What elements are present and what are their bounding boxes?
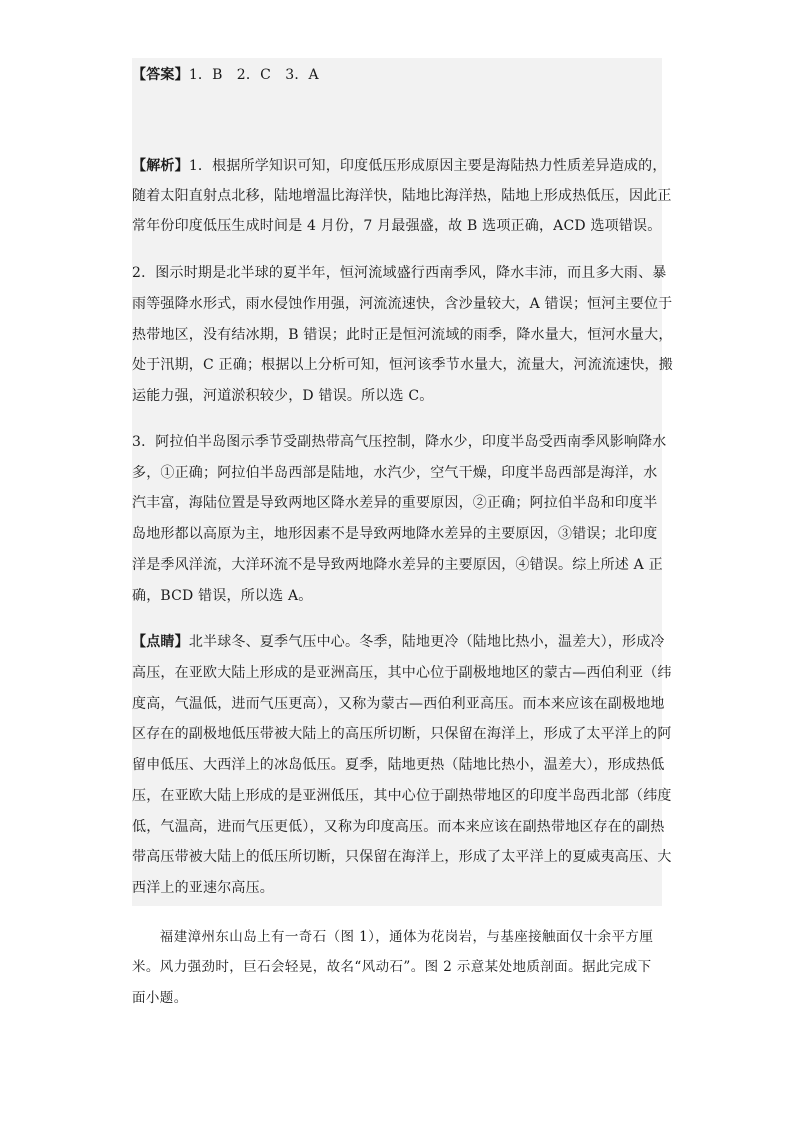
- q2-line-1: 2．图示时期是北半球的夏半年，恒河流域盛行西南季风，降水丰沛，而且多大雨、暴: [132, 265, 667, 281]
- q2-line-3: 热带地区，没有结冰期，B 错误；此时正是恒河流域的雨季，降水量大，恒河水量大，: [132, 327, 673, 343]
- analysis-text-1: 1．根据所学知识可知，印度低压形成原因主要是海陆热力性质差异造成的，: [188, 158, 667, 174]
- answer-label: 【答案】: [132, 67, 189, 83]
- q3-line-6: 确，BCD 错误，所以选 A。: [132, 588, 313, 604]
- passage-line-1: 福建漳州东山岛上有一奇石（图 1），通体为花岗岩，与基座接触面仅十余平方厘: [132, 929, 654, 945]
- tip-line-5: 留申低压、大西洋上的冰岛低压。夏季，陆地更热（陆地比热小，温差大），形成热低: [132, 757, 665, 773]
- q3-line-4: 岛地形都以高原为主，地形因素不是导致两地降水差异的主要原因，③错误；北印度: [132, 526, 658, 542]
- q3-line-5: 洋是季风洋流，大洋环流不是导致两地降水差异的主要原因，④错误。综上所述 A 正: [132, 557, 663, 573]
- tip-line-1: [132, 632, 665, 652]
- q3-line-2: 多，①正确；阿拉伯半岛西部是陆地，水汽少，空气干燥，印度半岛西部是海洋，水: [132, 465, 658, 481]
- answer-text: 1．B 2．C 3．A: [188, 67, 319, 83]
- passage-line-3: 面小题。: [132, 990, 188, 1006]
- tip-line-7: 低，气温高，进而气压更低），又称为印度高压。而本来应该在副热带地区存在的副热: [132, 819, 665, 835]
- answer-line: [132, 65, 662, 85]
- analysis-label: 【解析】: [132, 158, 189, 174]
- tip-label: 【点睛】: [132, 634, 189, 650]
- q3-line-3: 汽丰富，海陆位置是导致两地区降水差异的重要原因，②正确；阿拉伯半岛和印度半: [132, 495, 658, 511]
- analysis-line-1: [132, 156, 667, 176]
- q2-line-2: 雨等强降水形式，雨水侵蚀作用强，河流流速快，含沙量较大，A 错误；恒河主要位于: [132, 296, 673, 312]
- tip-line-6: 压，在亚欧大陆上形成的是亚洲低压，其中心位于副热带地区的印度半岛西北部（纬度: [132, 788, 672, 804]
- passage-line-2: 米。风力强劲时，巨石会轻晃，故名“风动石”。图 2 示意某处地质剖面。据此完成下: [132, 959, 652, 975]
- tip-line-2: 高压，在亚欧大陆上形成的是亚洲高压，其中心位于副极地地区的蒙古—西伯利亚（纬: [132, 665, 672, 681]
- q2-line-5: 运能力强，河道淤积较少，D 错误。所以选 C。: [132, 388, 434, 404]
- tip-line-8: 带高压带被大陆上的低压所切断，只保留在海洋上，形成了太平洋上的夏威夷高压、大: [132, 849, 672, 865]
- tip-line-9: 西洋上的亚速尔高压。: [132, 880, 274, 896]
- q3-line-1: 3．阿拉伯半岛图示季节受副热带高气压控制，降水少，印度半岛受西南季风影响降水: [132, 434, 667, 450]
- analysis-line-2: 随着太阳直射点北移，陆地增温比海洋快，陆地比海洋热，陆地上形成热低压，因此正: [132, 188, 672, 204]
- q2-line-4: 处于汛期，C 正确；根据以上分析可知，恒河该季节水量大，流量大，河流流速快，搬: [132, 357, 673, 373]
- tip-text-1: 北半球冬、夏季气压中心。冬季，陆地更冷（陆地比热小，温差大），形成冷: [188, 634, 665, 650]
- analysis-line-3: 常年份印度低压生成时间是 4 月份，7 月最强盛，故 B 选项正确，ACD 选项错误。: [132, 218, 662, 234]
- tip-line-4: 区存在的副极地低压带被大陆上的高压所切断，只保留在海洋上，形成了太平洋上的阿: [132, 726, 672, 742]
- tip-line-3: 度高，气温低，进而气压更高），又称为蒙古—西伯利亚高压。而本来应该在副极地地: [132, 696, 665, 712]
